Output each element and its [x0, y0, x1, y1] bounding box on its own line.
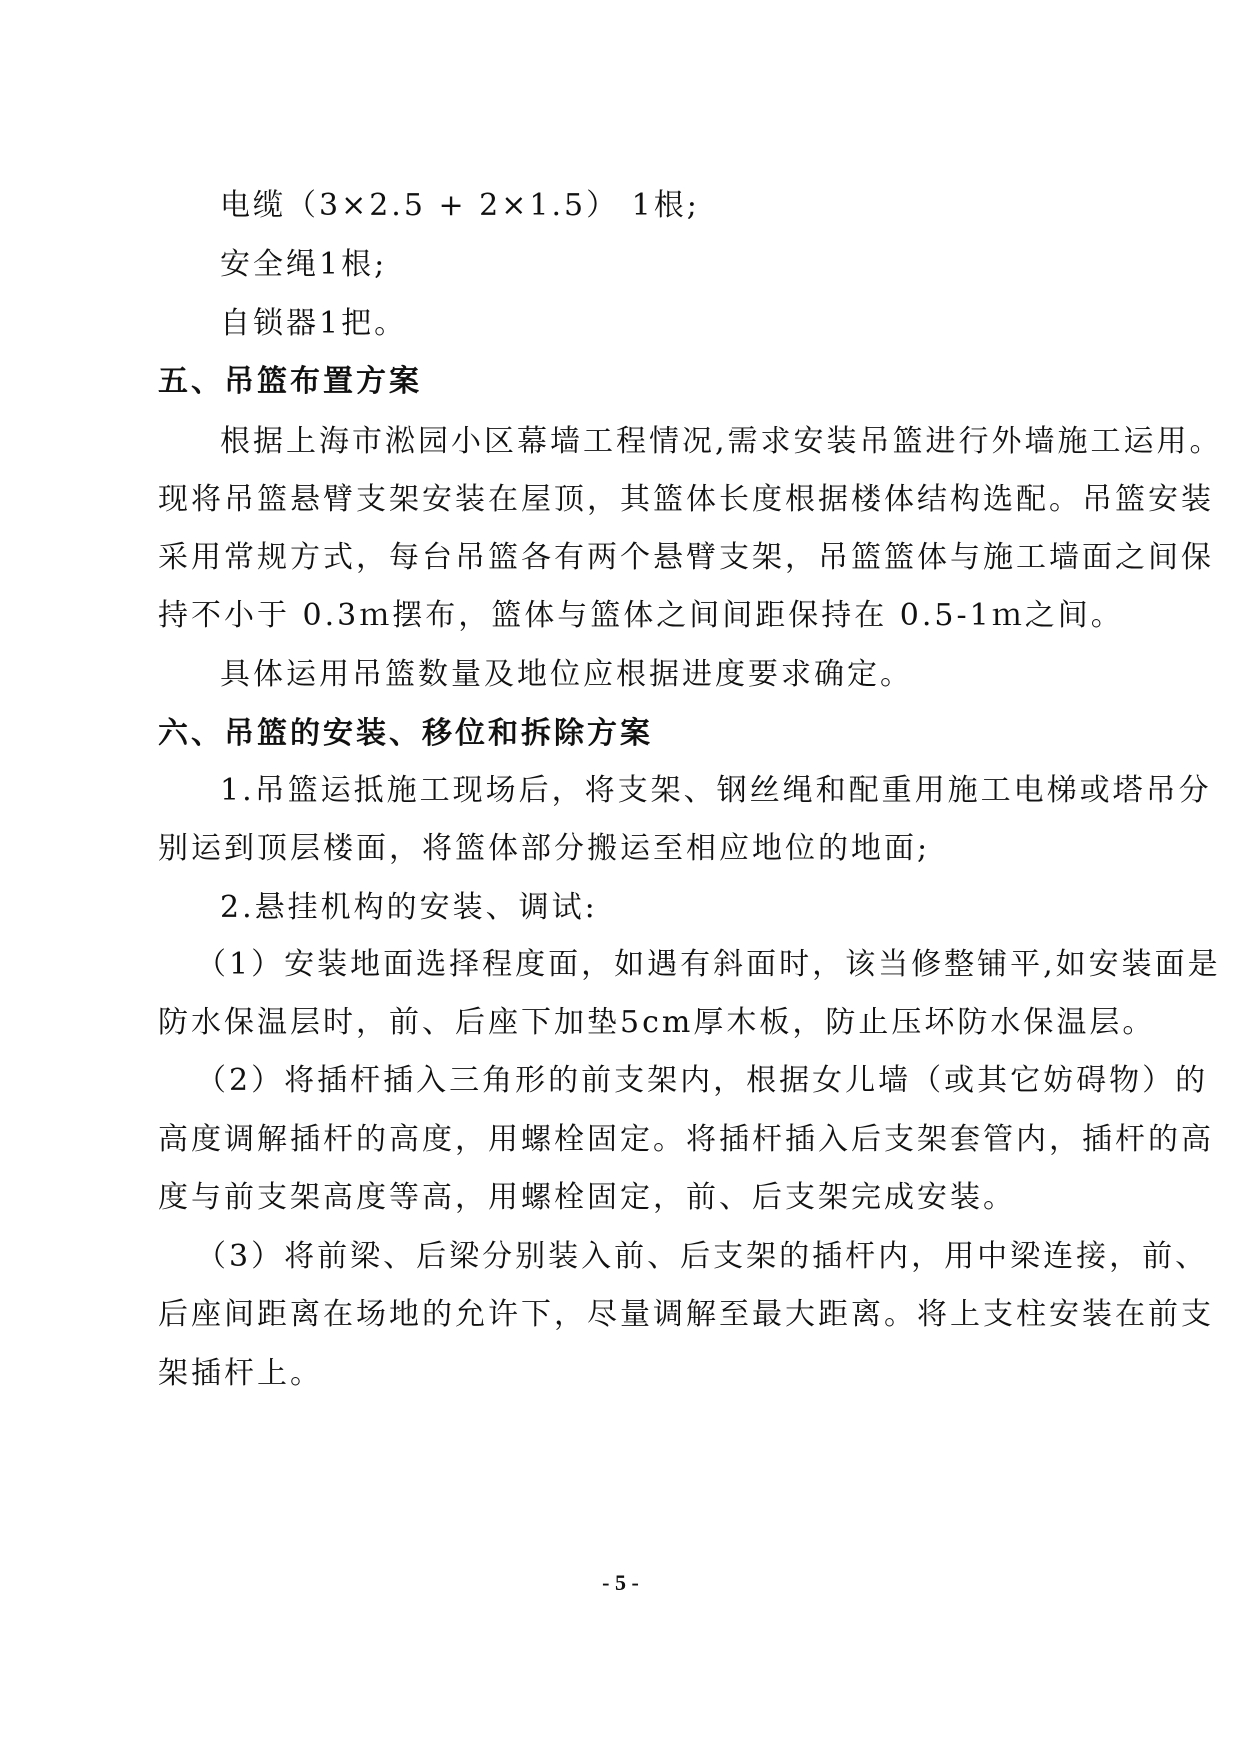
sub-3-line-1: （3）将前梁、后梁分别装入前、后支架的插杆内，用中梁连接，前、 [196, 1239, 1209, 1274]
sub-2-line-1: （2）将插杆插入三角形的前支架内，根据女儿墙（或其它妨碍物）的 [196, 1063, 1209, 1098]
section-5-heading: 五、吊篮布置方案 [158, 364, 422, 399]
section-5-p1-line-1: 根据上海市淞园小区幕墙工程情况,需求安装吊篮进行外墙施工运用。 [220, 424, 1223, 459]
section-5-p1-line-4: 持不小于 0.3ｍ摆布，篮体与篮体之间间距保持在 0.5-1ｍ之间。 [158, 598, 1124, 633]
sub-2-line-2: 高度调解插杆的高度，用螺栓固定。将插杆插入后支架套管内，插杆的高 [158, 1122, 1214, 1157]
section-6-s1-line-2: 别运到顶层楼面，将篮体部分搬运至相应地位的地面; [158, 831, 931, 866]
sub-3-line-3: 架插杆上。 [158, 1356, 323, 1391]
sub-3-line-2: 后座间距离在场地的允许下，尽量调解至最大距离。将上支柱安装在前支 [158, 1297, 1214, 1332]
sub-1-line-1: （1）安装地面选择程度面，如遇有斜面时，该当修整铺平,如安装面是 [196, 947, 1221, 982]
section-6-s2: 2.悬挂机构的安装、调试: [220, 890, 598, 925]
section-6-heading: 六、吊篮的安装、移位和拆除方案 [158, 716, 653, 751]
section-5-p2: 具体运用吊篮数量及地位应根据进度要求确定。 [220, 657, 913, 692]
item-cable: 电缆（3×2.5 + 2×1.5） 1根; [220, 188, 700, 223]
section-5-p1-line-2: 现将吊篮悬臂支架安装在屋顶，其篮体长度根据楼体结构选配。吊篮安装 [158, 482, 1214, 517]
section-6-s1-line-1: 1.吊篮运抵施工现场后，将支架、钢丝绳和配重用施工电梯或塔吊分 [220, 773, 1212, 808]
sub-2-line-3: 度与前支架高度等高，用螺栓固定，前、后支架完成安装。 [158, 1180, 1016, 1215]
page-number: - 5 - [602, 1570, 639, 1595]
section-5-p1-line-3: 采用常规方式，每台吊篮各有两个悬臂支架，吊篮篮体与施工墙面之间保 [158, 540, 1214, 575]
item-safety-rope: 安全绳1根; [220, 247, 388, 282]
item-self-lock: 自锁器1把。 [220, 306, 408, 341]
sub-1-line-2: 防水保温层时，前、后座下加垫5cm厚木板，防止压坏防水保温层。 [158, 1005, 1156, 1040]
